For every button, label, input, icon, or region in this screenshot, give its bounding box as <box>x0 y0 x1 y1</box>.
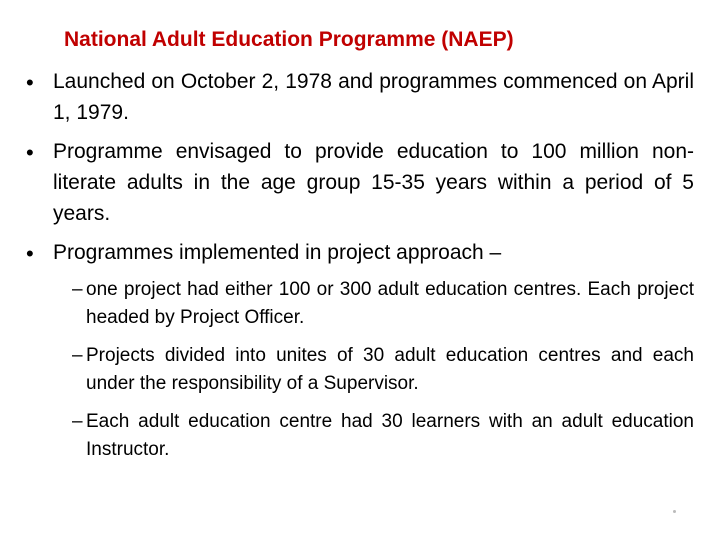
bullet-item <box>0 237 720 464</box>
sub-bullet-text: one project had either 100 or 300 adult education centres. Each project headed by Project Officer. <box>86 279 694 328</box>
bullet-text: Launched on October 2, 1978 and programmes commenced on April 1, 1979. <box>53 70 694 124</box>
slide-title: National Adult Education Programme (NAEP) <box>64 28 514 51</box>
bullet-marker: • <box>26 70 34 95</box>
dash-marker: – <box>72 411 83 432</box>
slide-dot <box>673 510 676 513</box>
bullet-item <box>0 136 720 229</box>
bullet-list <box>0 66 720 474</box>
sub-bullet-item <box>0 276 720 332</box>
bullet-text: Programmes implemented in project approach – <box>53 241 502 264</box>
dash-marker: – <box>72 345 83 366</box>
bullet-item <box>0 66 720 128</box>
dash-marker: – <box>72 279 83 300</box>
sub-bullet-text: Each adult education centre had 30 learners with an adult education Instructor. <box>86 411 694 460</box>
bullet-text: Programme envisaged to provide education to 100 million non-literate adults in the age group 15-35 years within a period of 5 years. <box>53 140 694 225</box>
bullet-marker: • <box>26 241 34 266</box>
sub-bullet-list <box>0 276 720 464</box>
sub-bullet-item <box>0 342 720 398</box>
sub-bullet-text: Projects divided into unites of 30 adult education centres and each under the responsibility of a Supervisor. <box>86 345 694 394</box>
bullet-marker: • <box>26 140 34 165</box>
sub-bullet-item <box>0 408 720 464</box>
